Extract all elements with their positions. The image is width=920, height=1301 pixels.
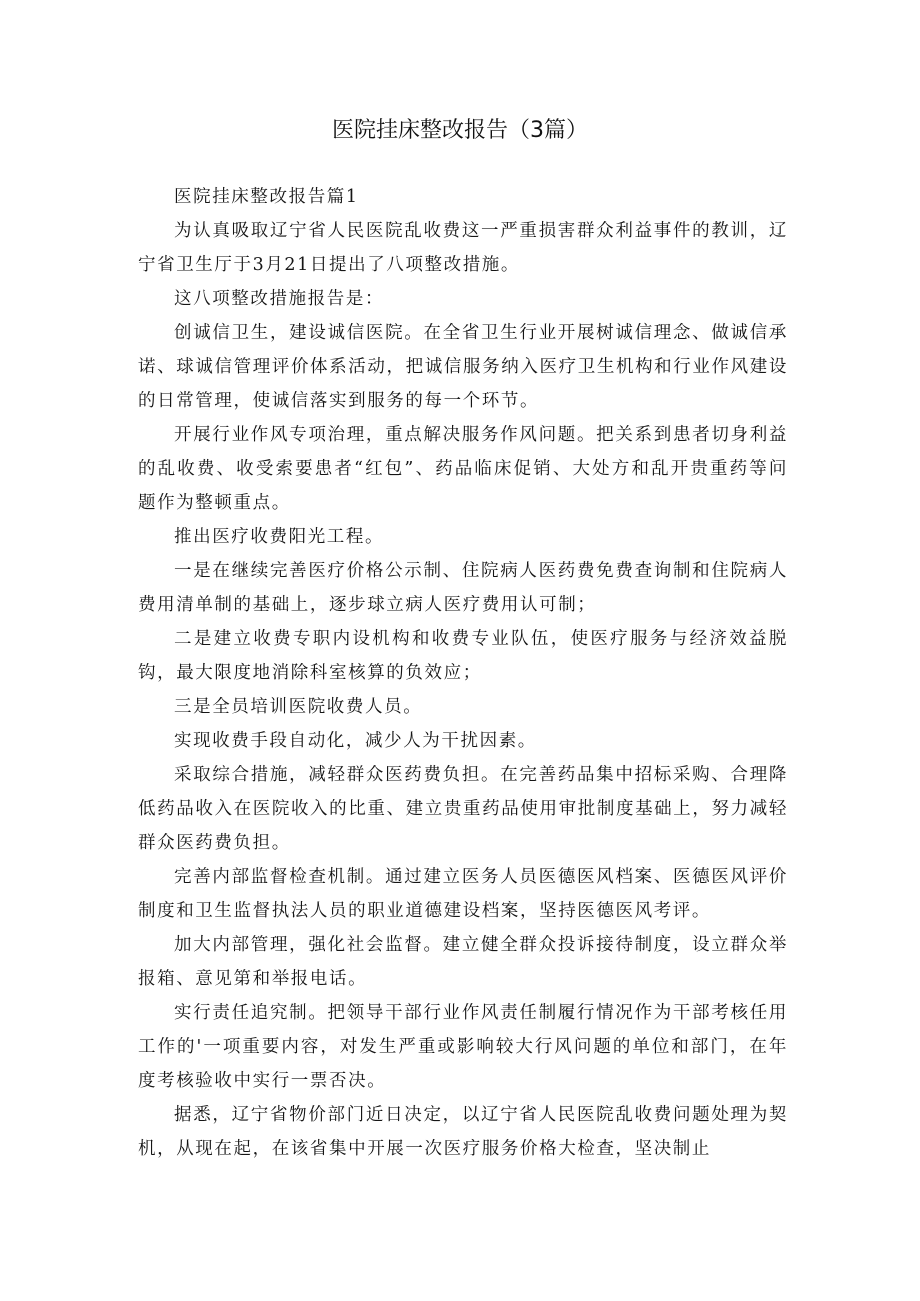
paragraph: 加大内部管理，强化社会监督。建立健全群众投诉接待制度，设立群众举报箱、意见第和举报电话。: [138, 935, 788, 989]
paragraph: 一是在继续完善医疗价格公示制、住院病人医药费免费查询制和住院病人费用清单制的基础上，逐步球立病人医疗费用认可制；: [138, 561, 788, 615]
paragraph: 创诚信卫生，建设诚信医院。在全省卫生行业开展树诚信理念、做诚信承诺、球诚信管理评价体系活动，把诚信服务纳入医疗卫生机构和行业作风建设的日常管理，使诚信落实到服务的每一个环节。: [138, 323, 788, 411]
paragraph: 推出医疗收费阳光工程。: [174, 527, 385, 547]
paragraph: 采取综合措施，减轻群众医药费负担。在完善药品集中招标采购、合理降低药品收入在医院收入的比重、建立贵重药品使用审批制度基础上，努力减轻群众医药费负担。: [138, 765, 788, 853]
paragraph: 开展行业作风专项治理，重点解决服务作风问题。把关系到患者切身利益的乱收费、收受索要患者“红包”、药品临床促销、大处方和乱开贵重药等问题作为整顿重点。: [138, 425, 788, 513]
paragraph: 三是全员培训医院收费人员。: [174, 697, 423, 717]
paragraph: 实行责任追究制。把领导干部行业作风责任制履行情况作为干部考核任用工作的'一项重要内容，对发生严重或影响较大行风问题的单位和部门，在年度考核验收中实行一票否决。: [138, 1003, 788, 1091]
paragraph: 实现收费手段自动化，减少人为干扰因素。: [174, 731, 537, 751]
paragraph: 这八项整改措施报告是：: [174, 289, 385, 309]
document-body: [138, 180, 788, 1166]
section-heading: 医院挂床整改报告篇1: [174, 187, 359, 207]
paragraph: 据悉，辽宁省物价部门近日决定，以辽宁省人民医院乱收费问题处理为契机，从现在起，在该省集中开展一次医疗服务价格大检查，坚决制止: [138, 1105, 788, 1159]
paragraph: 二是建立收费专职内设机构和收费专业队伍，使医疗服务与经济效益脱钩，最大限度地消除科室核算的负效应；: [138, 629, 788, 683]
paragraph: 为认真吸取辽宁省人民医院乱收费这一严重损害群众利益事件的教训，辽宁省卫生厅于3月21日提出了八项整改措施。: [138, 221, 788, 275]
paragraph: 完善内部监督检查机制。通过建立医务人员医德医风档案、医德医风评价制度和卫生监督执法人员的职业道德建设档案，坚持医德医风考评。: [138, 867, 788, 921]
document-title: 医院挂床整改报告（3篇）: [332, 118, 588, 143]
